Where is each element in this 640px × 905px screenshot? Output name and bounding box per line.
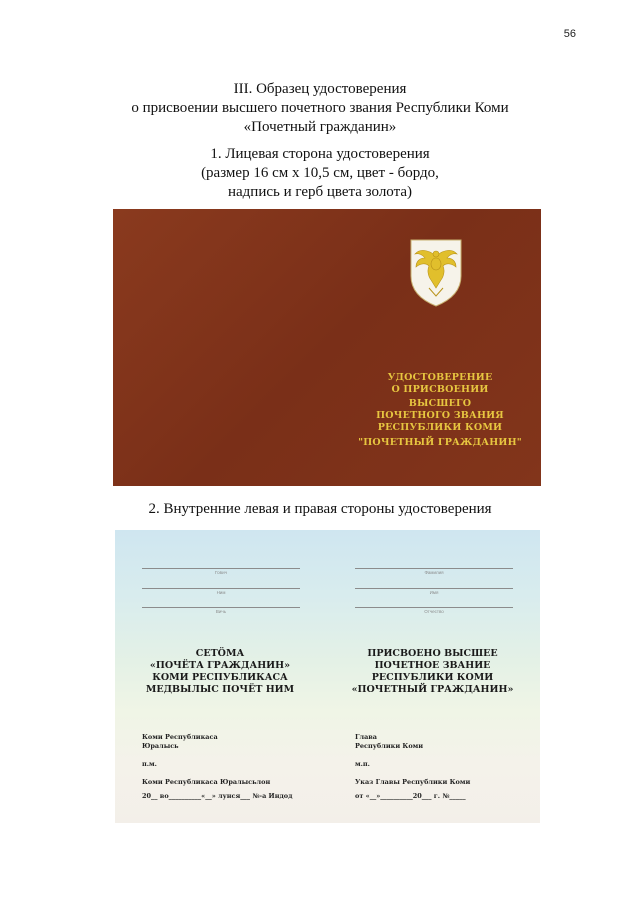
cover-line: "ПОЧЕТНЫЙ ГРАЖДАНИН" xyxy=(358,437,522,448)
cover-line: УДОСТОВЕРЕНИЕ xyxy=(387,372,493,383)
right-field-patronymic: Отчество xyxy=(355,607,513,619)
right-decree-date-line: от «__»__________20___ г. №_____ xyxy=(355,792,466,800)
subheading-line: (размер 16 см х 10,5 см, цвет - бордо, xyxy=(201,165,439,181)
section-2-heading: 2. Внутренние левая и правая стороны удостоверения xyxy=(148,501,492,517)
section-1-heading xyxy=(0,145,640,202)
document-heading xyxy=(0,80,640,137)
page-number: 56 xyxy=(563,28,576,40)
subheading-line: надпись и герб цвета золота) xyxy=(227,184,413,200)
left-field-surname: Гович xyxy=(142,568,300,580)
coat-of-arms-icon xyxy=(407,236,465,308)
right-field-surname: Фамилия xyxy=(355,568,513,580)
right-title: ПРИСВОЕНО ВЫСШЕЕ ПОЧЕТНОЕ ЗВАНИЕ РЕСПУБЛИКИ КОМИ «ПОЧЕТНЫЙ ГРАЖДАНИН» xyxy=(351,648,514,695)
heading-line: «Почетный гражданин» xyxy=(243,119,397,135)
heading-line: III. Образец удостоверения xyxy=(233,81,407,97)
heading-line: о присвоении высшего почетного звания Республики Коми xyxy=(131,100,509,116)
left-signatory: Коми Республикаса Юралысь xyxy=(142,733,218,750)
left-title: СЕТÖМА «ПОЧЁТА ГРАЖДАНИН» КОМИ РЕСПУБЛИКАСА МЕДВЫЛЫС ПОЧЁТ НИМ xyxy=(145,648,295,695)
subheading-line: 1. Лицевая сторона удостоверения xyxy=(210,146,430,162)
right-signatory: Глава Республики Коми xyxy=(355,733,424,750)
cover-line: ПОЧЕТНОГО ЗВАНИЯ xyxy=(376,410,504,421)
left-decree: Коми Республикаса Юралысьлон xyxy=(142,778,271,786)
left-field-patronymic: Вичь xyxy=(142,607,300,619)
cover-line: РЕСПУБЛИКИ КОМИ xyxy=(377,422,503,433)
cover-line: ВЫСШЕГО xyxy=(408,398,472,409)
right-stamp-place: м.п. xyxy=(355,760,370,768)
cover-line: О ПРИСВОЕНИИ xyxy=(391,384,489,395)
right-field-name: Имя xyxy=(355,588,513,600)
left-stamp-place: п.м. xyxy=(142,760,157,768)
left-field-name: Ним xyxy=(142,588,300,600)
left-decree-date-line: 20__ во__________«__» лунся___ №-а Индод xyxy=(142,792,293,800)
cover-title xyxy=(355,372,525,449)
right-decree: Указ Главы Республики Коми xyxy=(355,778,471,786)
